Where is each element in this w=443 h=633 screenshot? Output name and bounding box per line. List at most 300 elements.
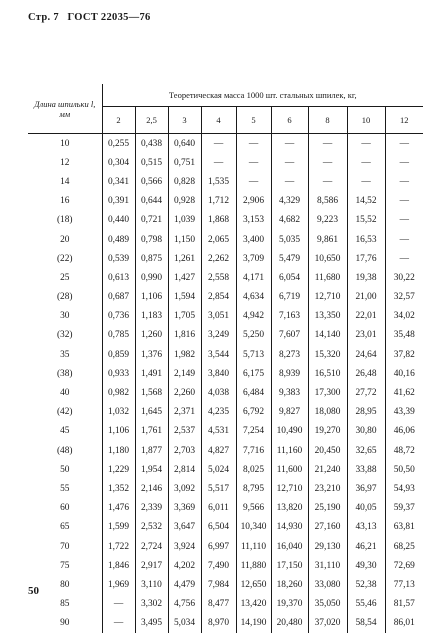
mass-cell: 8,273: [271, 345, 308, 364]
mass-cell: 12,710: [271, 479, 308, 498]
mass-cell: 0,341: [102, 172, 135, 191]
mass-cell: 0,736: [102, 307, 135, 326]
mass-cell: 10,490: [271, 422, 308, 441]
mass-cell: 2,149: [168, 364, 201, 383]
mass-cell: —: [236, 153, 271, 172]
mass-cell: —: [102, 595, 135, 614]
mass-cell: 20,480: [271, 614, 308, 633]
mass-cell: 5,034: [168, 614, 201, 633]
table-row: [28, 364, 423, 383]
mass-cell: 1,816: [168, 326, 201, 345]
table-row: [28, 211, 423, 230]
mass-cell: 1,599: [102, 518, 135, 537]
mass-cell: 13,820: [271, 499, 308, 518]
mass-cell: 14,930: [271, 518, 308, 537]
mass-cell: —: [385, 172, 423, 191]
mass-cell: 4,942: [236, 307, 271, 326]
mass-cell: —: [271, 153, 308, 172]
mass-cell: 6,504: [201, 518, 236, 537]
mass-cell: 8,477: [201, 595, 236, 614]
mass-cell: 9,827: [271, 403, 308, 422]
length-cell: (38): [56, 368, 73, 379]
mass-cell: 17,300: [308, 383, 347, 402]
mass-cell: 0,566: [135, 172, 168, 191]
mass-cell: —: [385, 211, 423, 230]
mass-cell: 36,97: [347, 479, 385, 498]
mass-cell: 1,032: [102, 403, 135, 422]
mass-cell: 1,261: [168, 249, 201, 268]
mass-cell: 8,025: [236, 460, 271, 479]
table-row: [28, 326, 423, 345]
mass-cell: 16,510: [308, 364, 347, 383]
mass-cell: 3,051: [201, 307, 236, 326]
length-cell: 12: [60, 157, 70, 168]
mass-cell: 30,22: [385, 268, 423, 287]
mass-cell: 23,01: [347, 326, 385, 345]
mass-cell: 4,634: [236, 288, 271, 307]
mass-cell: 4,171: [236, 268, 271, 287]
mass-cell: 55,46: [347, 595, 385, 614]
mass-cell: 0,640: [168, 134, 201, 154]
mass-cell: 1,229: [102, 460, 135, 479]
mass-cell: 5,479: [271, 249, 308, 268]
mass-cell: 1,954: [135, 460, 168, 479]
table-row: [28, 460, 423, 479]
mass-cell: 0,798: [135, 230, 168, 249]
mass-cell: 2,262: [201, 249, 236, 268]
mass-cell: 33,88: [347, 460, 385, 479]
mass-cell: 14,190: [236, 614, 271, 633]
mass-cell: 14,140: [308, 326, 347, 345]
table-row: [28, 479, 423, 498]
mass-cell: 1,722: [102, 537, 135, 556]
mass-cell: 8,970: [201, 614, 236, 633]
mass-cell: 1,761: [135, 422, 168, 441]
diameter-header: 10: [347, 107, 385, 134]
mass-cell: 46,06: [385, 422, 423, 441]
diameter-header: 4: [201, 107, 236, 134]
mass-cell: 3,924: [168, 537, 201, 556]
mass-cell: —: [347, 172, 385, 191]
mass-cell: 10,650: [308, 249, 347, 268]
mass-cell: 25,190: [308, 499, 347, 518]
mass-cell: 41,62: [385, 383, 423, 402]
table-row: [28, 403, 423, 422]
mass-cell: 4,827: [201, 441, 236, 460]
length-cell: (42): [56, 407, 73, 418]
mass-cell: 4,038: [201, 383, 236, 402]
mass-cell: —: [271, 134, 308, 154]
table-row: [28, 556, 423, 575]
mass-cell: 1,568: [135, 383, 168, 402]
mass-cell: 2,917: [135, 556, 168, 575]
length-column-header: Длина шпильки l, мм: [28, 84, 102, 134]
mass-cell: 3,709: [236, 249, 271, 268]
mass-cell: 2,814: [168, 460, 201, 479]
mass-cell: 35,48: [385, 326, 423, 345]
mass-cell: 59,37: [385, 499, 423, 518]
diameter-header: 5: [236, 107, 271, 134]
mass-cell: 0,828: [168, 172, 201, 191]
mass-cell: 3,544: [201, 345, 236, 364]
mass-cell: 10,340: [236, 518, 271, 537]
mass-cell: 18,080: [308, 403, 347, 422]
mass-cell: 1,535: [201, 172, 236, 191]
length-cell: 10: [60, 138, 70, 149]
diameter-header: 3: [168, 107, 201, 134]
diameter-header: 6: [271, 107, 308, 134]
length-cell: 20: [60, 234, 70, 245]
table-row: [28, 614, 423, 633]
mass-cell: 12,710: [308, 288, 347, 307]
mass-cell: 5,250: [236, 326, 271, 345]
mass-cell: 6,011: [201, 499, 236, 518]
mass-cell: 7,254: [236, 422, 271, 441]
table-row: [28, 153, 423, 172]
mass-cell: 0,687: [102, 288, 135, 307]
mass-cell: 0,933: [102, 364, 135, 383]
page-header: [28, 12, 157, 28]
table-row: [28, 307, 423, 326]
mass-cell: 19,370: [271, 595, 308, 614]
length-cell: 40: [60, 388, 70, 399]
mass-cell: 9,861: [308, 230, 347, 249]
mass-cell: —: [201, 134, 236, 154]
mass-cell: 52,38: [347, 575, 385, 594]
mass-cell: 6,484: [236, 383, 271, 402]
mass-cell: 6,719: [271, 288, 308, 307]
mass-cell: 63,81: [385, 518, 423, 537]
mass-cell: 5,035: [271, 230, 308, 249]
mass-cell: —: [385, 153, 423, 172]
table-row: [28, 172, 423, 191]
table-row: [28, 518, 423, 537]
mass-cell: 72,69: [385, 556, 423, 575]
table-row: [28, 192, 423, 211]
mass-cell: —: [385, 134, 423, 154]
mass-cell: 0,875: [135, 249, 168, 268]
mass-cell: 0,391: [102, 192, 135, 211]
mass-column-header: Теоретическая масса 1000 шт. стальных шпилек, кг,: [102, 84, 423, 107]
mass-cell: 24,64: [347, 345, 385, 364]
mass-cell: 4,479: [168, 575, 201, 594]
mass-cell: 13,350: [308, 307, 347, 326]
mass-cell: —: [385, 230, 423, 249]
mass-cell: 8,795: [236, 479, 271, 498]
mass-cell: 23,210: [308, 479, 347, 498]
mass-cell: 1,982: [168, 345, 201, 364]
mass-cell: 0,751: [168, 153, 201, 172]
mass-cell: 27,72: [347, 383, 385, 402]
mass-cell: 3,110: [135, 575, 168, 594]
mass-cell: 1,491: [135, 364, 168, 383]
standard-label: ГОСТ 22035—76: [67, 12, 151, 23]
mass-cell: 6,054: [271, 268, 308, 287]
length-cell: (22): [56, 253, 73, 264]
mass-cell: 2,703: [168, 441, 201, 460]
table-row: [28, 345, 423, 364]
mass-cell: 3,302: [135, 595, 168, 614]
mass-cell: —: [308, 134, 347, 154]
mass-cell: 3,400: [236, 230, 271, 249]
mass-cell: 0,438: [135, 134, 168, 154]
table-row: [28, 249, 423, 268]
mass-cell: 4,235: [201, 403, 236, 422]
mass-cell: 8,939: [271, 364, 308, 383]
length-cell: 85: [60, 599, 70, 610]
mass-cell: —: [102, 614, 135, 633]
mass-cell: 3,249: [201, 326, 236, 345]
mass-cell: 0,539: [102, 249, 135, 268]
mass-cell: 15,52: [347, 211, 385, 230]
mass-cell: 1,106: [135, 288, 168, 307]
table-row: [28, 268, 423, 287]
mass-cell: 58,54: [347, 614, 385, 633]
mass-cell: 1,183: [135, 307, 168, 326]
table-body: [28, 134, 423, 633]
mass-cell: 19,38: [347, 268, 385, 287]
mass-cell: 20,450: [308, 441, 347, 460]
mass-cell: 2,371: [168, 403, 201, 422]
mass-cell: 0,785: [102, 326, 135, 345]
length-cell: 65: [60, 522, 70, 533]
mass-cell: 2,558: [201, 268, 236, 287]
mass-cell: 49,30: [347, 556, 385, 575]
mass-cell: 43,39: [385, 403, 423, 422]
mass-cell: 0,440: [102, 211, 135, 230]
page-number: 50: [28, 585, 39, 597]
mass-cell: 46,21: [347, 537, 385, 556]
length-cell: 14: [60, 176, 70, 187]
mass-cell: 1,180: [102, 441, 135, 460]
mass-cell: 3,153: [236, 211, 271, 230]
mass-cell: 2,854: [201, 288, 236, 307]
mass-cell: 7,716: [236, 441, 271, 460]
mass-cell: 7,163: [271, 307, 308, 326]
mass-cell: 2,532: [135, 518, 168, 537]
mass-cell: 48,72: [385, 441, 423, 460]
mass-cell: 22,01: [347, 307, 385, 326]
mass-cell: 35,050: [308, 595, 347, 614]
length-cell: 30: [60, 311, 70, 322]
diameter-header: 2: [102, 107, 135, 134]
mass-cell: —: [271, 172, 308, 191]
mass-cell: 5,024: [201, 460, 236, 479]
mass-cell: 1,260: [135, 326, 168, 345]
mass-cell: 6,792: [236, 403, 271, 422]
mass-cell: 86,01: [385, 614, 423, 633]
mass-cell: 1,376: [135, 345, 168, 364]
mass-cell: 8,586: [308, 192, 347, 211]
mass-cell: 1,645: [135, 403, 168, 422]
mass-cell: 32,65: [347, 441, 385, 460]
page-label: Стр. 7: [28, 12, 59, 23]
mass-cell: 37,020: [308, 614, 347, 633]
mass-cell: 18,260: [271, 575, 308, 594]
mass-cell: 15,320: [308, 345, 347, 364]
length-cell: 55: [60, 483, 70, 494]
mass-cell: 9,223: [308, 211, 347, 230]
mass-cell: 0,990: [135, 268, 168, 287]
mass-cell: 4,329: [271, 192, 308, 211]
table-row: [28, 134, 423, 154]
mass-cell: 5,713: [236, 345, 271, 364]
mass-cell: —: [308, 153, 347, 172]
mass-cell: 9,566: [236, 499, 271, 518]
mass-cell: 19,270: [308, 422, 347, 441]
mass-cell: 30,80: [347, 422, 385, 441]
mass-cell: 50,50: [385, 460, 423, 479]
mass-cell: 4,202: [168, 556, 201, 575]
mass-cell: —: [385, 249, 423, 268]
mass-cell: 1,877: [135, 441, 168, 460]
mass-cell: 11,680: [308, 268, 347, 287]
table-row: [28, 595, 423, 614]
length-cell: 35: [60, 349, 70, 360]
diameter-header: 2,5: [135, 107, 168, 134]
mass-cell: 16,040: [271, 537, 308, 556]
mass-cell: —: [347, 153, 385, 172]
mass-cell: 2,724: [135, 537, 168, 556]
mass-cell: 2,065: [201, 230, 236, 249]
length-cell: (32): [56, 330, 73, 341]
mass-cell: 3,092: [168, 479, 201, 498]
mass-cell: 1,039: [168, 211, 201, 230]
length-cell: 45: [60, 426, 70, 437]
mass-cell: 40,05: [347, 499, 385, 518]
length-cell: 70: [60, 541, 70, 552]
mass-cell: 81,57: [385, 595, 423, 614]
length-cell: 75: [60, 560, 70, 571]
mass-cell: 1,427: [168, 268, 201, 287]
mass-cell: 4,756: [168, 595, 201, 614]
mass-cell: 16,53: [347, 230, 385, 249]
mass-cell: 4,682: [271, 211, 308, 230]
table-row: [28, 230, 423, 249]
diameter-header: 8: [308, 107, 347, 134]
table-row: [28, 499, 423, 518]
mass-cell: 21,240: [308, 460, 347, 479]
mass-cell: 0,721: [135, 211, 168, 230]
mass-cell: 7,607: [271, 326, 308, 345]
table-row: [28, 441, 423, 460]
table-row: [28, 575, 423, 594]
mass-cell: 0,859: [102, 345, 135, 364]
mass-cell: 6,997: [201, 537, 236, 556]
mass-cell: 1,594: [168, 288, 201, 307]
mass-cell: 3,369: [168, 499, 201, 518]
mass-cell: 31,110: [308, 556, 347, 575]
mass-cell: 4,531: [201, 422, 236, 441]
mass-cell: 1,712: [201, 192, 236, 211]
length-cell: 50: [60, 464, 70, 475]
mass-cell: 77,13: [385, 575, 423, 594]
mass-cell: 28,95: [347, 403, 385, 422]
mass-cell: 0,304: [102, 153, 135, 172]
mass-cell: 26,48: [347, 364, 385, 383]
mass-cell: 1,868: [201, 211, 236, 230]
mass-cell: 9,383: [271, 383, 308, 402]
mass-cell: 0,982: [102, 383, 135, 402]
mass-cell: 11,600: [271, 460, 308, 479]
mass-cell: 7,490: [201, 556, 236, 575]
mass-cell: 54,93: [385, 479, 423, 498]
mass-cell: 11,110: [236, 537, 271, 556]
mass-cell: 1,969: [102, 575, 135, 594]
mass-cell: 2,146: [135, 479, 168, 498]
mass-cell: 6,175: [236, 364, 271, 383]
mass-cell: 11,880: [236, 556, 271, 575]
mass-cell: 11,160: [271, 441, 308, 460]
length-cell: 60: [60, 503, 70, 514]
length-cell: (18): [56, 215, 73, 226]
table-row: [28, 422, 423, 441]
mass-cell: 0,255: [102, 134, 135, 154]
mass-cell: 0,515: [135, 153, 168, 172]
mass-cell: 40,16: [385, 364, 423, 383]
mass-cell: 43,13: [347, 518, 385, 537]
mass-cell: 21,00: [347, 288, 385, 307]
mass-cell: —: [308, 172, 347, 191]
mass-cell: —: [347, 134, 385, 154]
mass-cell: 13,420: [236, 595, 271, 614]
length-cell: (48): [56, 445, 73, 456]
mass-cell: 0,644: [135, 192, 168, 211]
mass-cell: 37,82: [385, 345, 423, 364]
mass-table: [28, 84, 423, 633]
mass-cell: 1,846: [102, 556, 135, 575]
mass-cell: —: [201, 153, 236, 172]
mass-cell: 2,260: [168, 383, 201, 402]
length-cell: 25: [60, 272, 70, 283]
mass-cell: 27,160: [308, 518, 347, 537]
mass-cell: 2,537: [168, 422, 201, 441]
table-row: [28, 383, 423, 402]
mass-cell: —: [236, 172, 271, 191]
mass-cell: 0,928: [168, 192, 201, 211]
mass-cell: —: [236, 134, 271, 154]
mass-cell: 1,705: [168, 307, 201, 326]
mass-cell: 2,339: [135, 499, 168, 518]
mass-cell: 5,517: [201, 479, 236, 498]
mass-cell: 17,150: [271, 556, 308, 575]
mass-cell: 14,52: [347, 192, 385, 211]
mass-cell: 3,647: [168, 518, 201, 537]
mass-cell: 7,984: [201, 575, 236, 594]
mass-cell: 1,106: [102, 422, 135, 441]
length-cell: 90: [60, 618, 70, 629]
mass-cell: 34,02: [385, 307, 423, 326]
table-row: [28, 537, 423, 556]
mass-cell: 3,840: [201, 364, 236, 383]
length-cell: 80: [60, 579, 70, 590]
mass-cell: 0,489: [102, 230, 135, 249]
table-row: [28, 288, 423, 307]
mass-cell: 1,352: [102, 479, 135, 498]
diameter-header: 12: [385, 107, 423, 134]
mass-cell: 17,76: [347, 249, 385, 268]
mass-cell: 12,650: [236, 575, 271, 594]
mass-cell: 32,57: [385, 288, 423, 307]
mass-cell: 1,476: [102, 499, 135, 518]
mass-cell: 68,25: [385, 537, 423, 556]
length-cell: (28): [56, 292, 73, 303]
mass-cell: 29,130: [308, 537, 347, 556]
mass-cell: 2,906: [236, 192, 271, 211]
mass-cell: 33,080: [308, 575, 347, 594]
length-cell: 16: [60, 196, 70, 207]
mass-cell: 0,613: [102, 268, 135, 287]
